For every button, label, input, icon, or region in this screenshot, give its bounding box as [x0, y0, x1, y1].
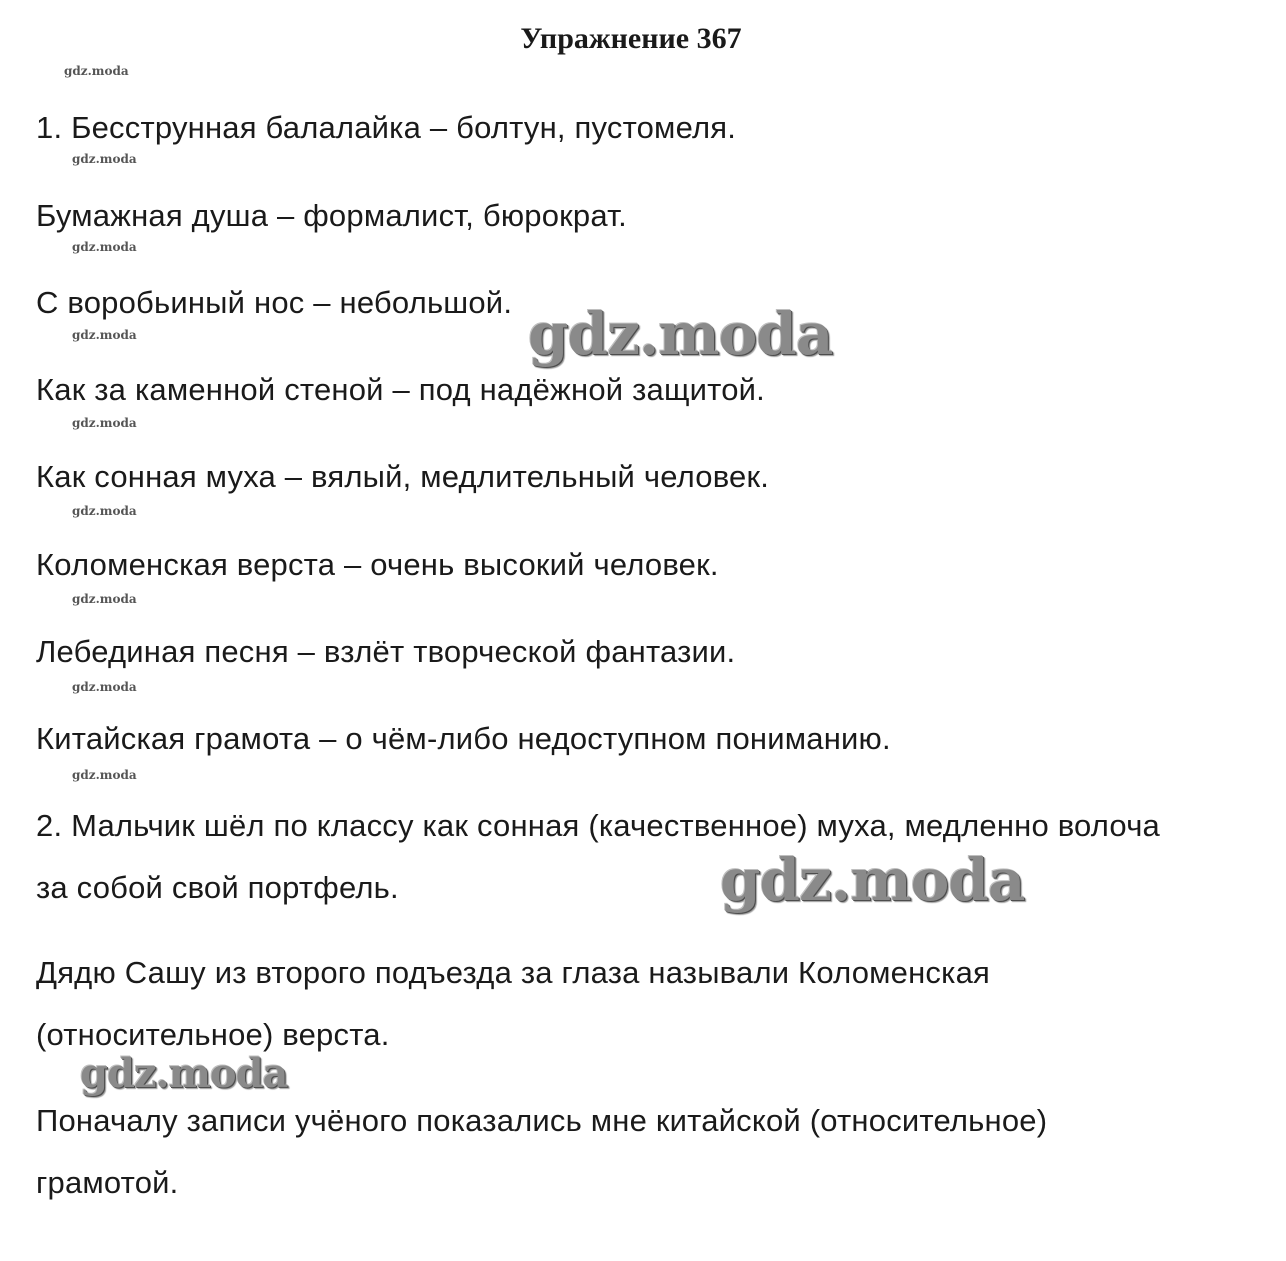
watermark-small: gdz.moda: [64, 64, 129, 78]
text-line: Поначалу записи учёного показались мне китайской (относительное): [36, 1103, 1048, 1138]
text-line: 1. Бесструнная балалайка – болтун, пустомеля.: [36, 110, 737, 145]
watermark-small: gdz.moda: [72, 592, 137, 606]
text-line: Лебединая песня – взлёт творческой фантазии.: [36, 634, 736, 669]
watermark-small: gdz.moda: [72, 680, 137, 694]
watermark-small: gdz.moda: [72, 328, 137, 342]
watermark-large: gdz.moda: [528, 300, 833, 368]
exercise-title: Упражнение 367: [520, 22, 742, 55]
text-line: С воробьиный нос – небольшой.: [36, 285, 513, 320]
text-line: Китайская грамота – о чём-либо недоступном пониманию.: [36, 721, 891, 756]
watermark-small: gdz.moda: [72, 504, 137, 518]
text-line: Дядю Сашу из второго подъезда за глаза называли Коломенская: [36, 955, 990, 990]
text-line: Как за каменной стеной – под надёжной защитой.: [36, 372, 765, 407]
text-line: Коломенская верста – очень высокий человек.: [36, 547, 719, 582]
watermark-large: gdz.moda: [80, 1050, 288, 1097]
watermark-small: gdz.moda: [72, 152, 137, 166]
text-line: грамотой.: [36, 1165, 179, 1200]
watermark-small: gdz.moda: [72, 768, 137, 782]
text-line: Как сонная муха – вялый, медлительный человек.: [36, 459, 770, 494]
text-line: (относительное) верста.: [36, 1017, 390, 1052]
watermark-small: gdz.moda: [72, 416, 137, 430]
text-line: за собой свой портфель.: [36, 870, 399, 905]
watermark-small: gdz.moda: [72, 240, 137, 254]
watermark-large: gdz.moda: [720, 846, 1025, 914]
text-line: Бумажная душа – формалист, бюрократ.: [36, 198, 627, 233]
text-line: 2. Мальчик шёл по классу как сонная (качественное) муха, медленно волоча: [36, 808, 1160, 843]
